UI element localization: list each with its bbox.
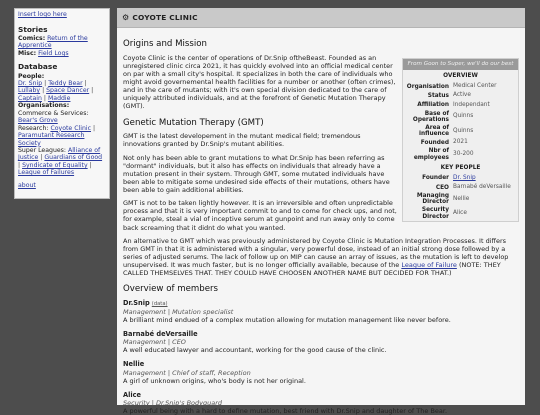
gmt-paragraph-4 [123, 237, 519, 278]
infobox [402, 58, 519, 222]
infobox-row [403, 183, 518, 192]
infobox-key: Founded [420, 139, 449, 146]
infobox-value: 30-200 [453, 150, 474, 157]
infobox-key: Affiliation [417, 102, 449, 109]
people-link-lullaby[interactable]: Lullaby [18, 87, 41, 95]
main-panel [117, 8, 525, 415]
infobox-value: Quinns [453, 127, 474, 134]
gmt-paragraph-3: GMT is not to be taken lightly however. It is an irreversible and often unpredictable process and that it is very important commit to and to come for check ups, and not, for example, steal a vial of inceptive serum at gunpoint and run away only to come back screaming that it didnt do what you wanted. [123, 199, 397, 232]
origins-text: Coyote Clinic is the center of operations of Dr.Snip oftheBeast. Founded as an unregistered clinic circa 2021, it has quickly evolved into an official medical center on par with a small city's hospital. It specializes in both the care of individuals who might avoid governemental health facilities for a number or another (often crimes), and in the care of mutants; with it's own special division dedicated to the care of uniquely attributed individuals, and at the forefront of Genetic Mutation Therapy (GMT). [123, 53, 396, 111]
gmt-paragraph-4-text: An alternative to GMT which was previously administered by Coyote Clinic is Mutation Integration Processes. It differs from GMT in that it is administered with a singular, very powerful dose, instead of an initial strong dose followed by a series of adjusted serums. The lack of follow up on MIP can cause an array of issues, as the mutation is left to develop unsupervised. It was much faster, but is no longer officially available, because of the [123, 236, 509, 270]
league-of-failure-link[interactable]: League of Failure [401, 261, 457, 270]
members-heading: Overview of members [123, 284, 218, 295]
member-title: Chief of staff, Reception [172, 368, 251, 377]
infobox-key: Area of influence [419, 125, 449, 138]
database-heading: Database [18, 62, 58, 72]
people-link-dr-snip[interactable]: Dr. Snip [18, 80, 43, 87]
stories-heading: Stories [18, 24, 48, 34]
infobox-value: 2021 [453, 139, 468, 146]
member-description: A brilliant mind endued of a complex mutation allowing for mutation management like never before. [123, 315, 451, 324]
comics-row [18, 35, 106, 50]
infobox-row [403, 110, 518, 124]
infobox-overview-heading: OVERVIEW [443, 72, 478, 79]
member-description: A well educated lawyer and accountant, working for the good cause of the clinic. [123, 346, 387, 355]
gmt-paragraph-2: Not only has been able to grant mutations to what Dr.Snip has been referring as "dormant" individuals, but it also has effects on individuals that already have a mutation present in their system. Through GMT, some mutated individuals have been able to mitigate some undesired side effects of their mutations, others have been able to gain additional abilities. [123, 153, 390, 195]
infobox-value: Nellie [453, 195, 470, 202]
infobox-value: Quinns [453, 113, 474, 120]
super-label: Super Leagues: [18, 146, 66, 154]
gmt-paragraph-1: GMT is the latest developement in the mutant medical field; tremendous innovations granted by Dr.Snip's mutant abilities. [123, 132, 361, 149]
about-link[interactable]: about [18, 181, 36, 189]
member-title: CEO [172, 338, 186, 347]
infobox-value: Medical Center [453, 83, 497, 90]
infobox-key: Status [427, 93, 449, 100]
comics-link[interactable]: Return of the Apprentice [18, 35, 88, 50]
member-name: Alice [123, 390, 142, 399]
gear-icon: ⚙ [122, 12, 130, 22]
member-edit-link[interactable]: (data) [151, 301, 168, 308]
infobox-key: Security Director [421, 207, 449, 220]
gmt-paragraph-4-note: (NOTE: THEY CALLED THEMSELVES THAT. THEY COULD HAVE CHOOSEN ANOTHER NAME BUT DECIDED FOR THAT.) [123, 261, 501, 278]
member-entry [123, 299, 519, 324]
commerce-label: Commerce & Services: [18, 109, 89, 117]
research-link-paramutant[interactable]: Paramutant Research Society [18, 132, 85, 147]
member-name: Dr.Snip [123, 299, 150, 308]
infobox-row [403, 147, 518, 161]
super-link-alliance[interactable]: Alliance of Justice [18, 146, 101, 162]
super-link-guardians[interactable]: Guardians of Good [44, 154, 103, 162]
research-link-coyote-clinic[interactable]: Coyote Clinic [50, 124, 91, 132]
gmt-heading: Genetic Mutation Therapy (GMT) [123, 117, 264, 128]
infobox-people-heading: KEY PEOPLE [440, 164, 481, 171]
infobox-people-table [403, 174, 518, 221]
super-row: Super Leagues: Alliance of Justice | Guardians of Good | Syndicate of Equality | League of Failures [18, 146, 103, 177]
infobox-key: Organisation [406, 83, 449, 90]
member-division: Management [123, 338, 166, 347]
article-content [117, 28, 525, 415]
member-description: A powerful being with a hard to define mutation, best friend with Dr.Snip and daughter of The Bear. [123, 407, 448, 415]
infobox-value: Barnabé deVersaille [453, 184, 511, 191]
member-title: Mutation specialist [172, 307, 234, 316]
infobox-row [403, 138, 518, 147]
infobox-key: Base of Operations [412, 110, 449, 123]
member-role: Management | CEO [123, 338, 186, 347]
member-division: Management [123, 307, 166, 316]
misc-row [18, 50, 106, 57]
infobox-row [403, 124, 518, 138]
infobox-value: Independant [453, 101, 490, 108]
infobox-row [403, 192, 518, 206]
commerce-row [18, 110, 106, 125]
people-link-space-dancer[interactable]: Space Dancer [46, 87, 90, 95]
misc-link[interactable]: Field Logs [38, 49, 69, 57]
member-name: Barnabé deVersaille [123, 329, 198, 338]
page-title: COYOTE CLINIC [132, 12, 198, 22]
people-links: Dr. Snip | Teddy Bear | Lullaby | Space Dancer | Captain | Maddie [18, 80, 94, 102]
member-role: Management | Chief of staff, Reception [123, 368, 251, 377]
infobox-key: Managing Director [416, 193, 449, 206]
infobox-key: Founder [422, 175, 449, 182]
infobox-value: Alice [453, 209, 467, 216]
infobox-tagline: From Goon to Super, we'll do our best [403, 59, 518, 70]
member-role: Management | Mutation specialist [123, 307, 234, 316]
member-division: Security [123, 399, 150, 408]
infobox-key: CEO [435, 184, 449, 191]
member-role: Security | Dr.Snip's Bodyguard [123, 399, 223, 408]
super-link-syndicate[interactable]: Syndicate of Equality [22, 161, 88, 169]
research-label: Research: [18, 124, 49, 132]
misc-label: Misc: [18, 49, 37, 57]
infobox-key: Nbr of employees [413, 148, 449, 161]
member-name: Nellie [123, 360, 145, 369]
infobox-row [403, 206, 518, 220]
infobox-overview-table [403, 82, 518, 161]
infobox-row [403, 101, 518, 110]
infobox-row [403, 82, 518, 91]
member-entry [123, 330, 519, 354]
commerce-link[interactable]: Bear's Grove [18, 117, 58, 125]
member-entry [123, 391, 519, 415]
infobox-row [403, 91, 518, 100]
super-link-league[interactable]: League of Failures [18, 169, 75, 177]
origins-heading: Origins and Mission [123, 39, 207, 49]
insert-logo-link[interactable]: Insert logo here [18, 11, 67, 18]
people-link-captain[interactable]: Captain [18, 94, 42, 102]
people-link-teddy-bear[interactable]: Teddy Bear [48, 80, 83, 87]
infobox-row [403, 174, 518, 183]
page-header [117, 8, 525, 28]
member-title: Dr.Snip's Bodyguard [156, 399, 223, 408]
member-entry [123, 360, 519, 384]
people-label: People: [18, 72, 45, 80]
member-division: Management [123, 368, 166, 377]
organisations-label: Organisations: [18, 102, 70, 110]
member-description: A girl of unknown origins, who's body is not her original. [123, 376, 306, 385]
comics-label: Comics: [18, 35, 46, 42]
sidebar [14, 8, 110, 199]
people-link-maddie[interactable]: Maddie [47, 94, 71, 102]
infobox-value: Active [453, 92, 471, 99]
research-row: Research: Coyote Clinic | Paramutant Research Society [18, 124, 96, 147]
founder-link[interactable]: Dr. Snip [453, 174, 476, 181]
